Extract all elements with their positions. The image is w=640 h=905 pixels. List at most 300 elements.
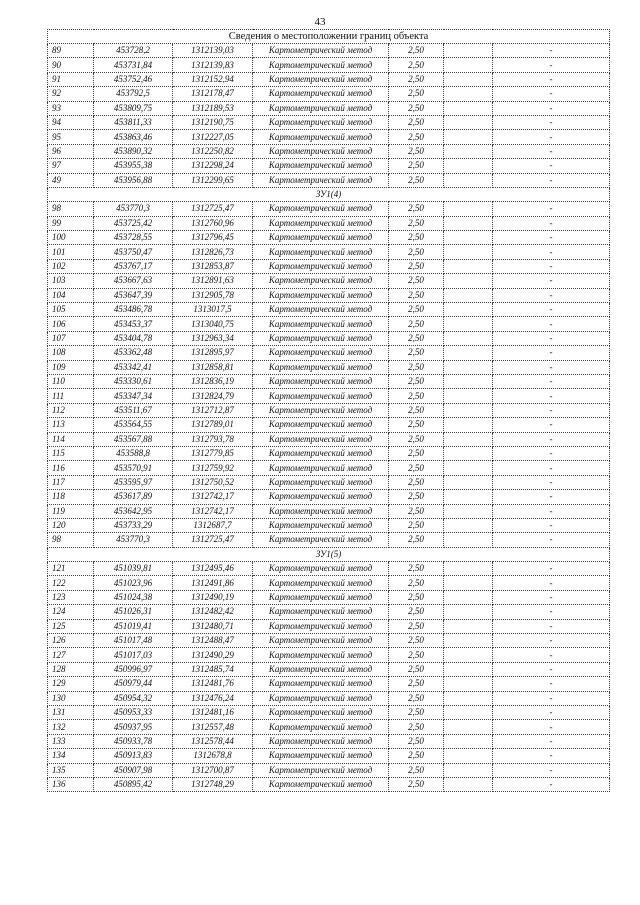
x-coordinate-cell: 450979,44 bbox=[94, 677, 173, 691]
method-cell: Картометрический метод bbox=[253, 461, 389, 475]
table-row bbox=[48, 677, 610, 691]
point-number-cell: 100 bbox=[48, 231, 94, 245]
point-number-cell: 90 bbox=[48, 58, 94, 72]
note-cell: - bbox=[493, 446, 610, 460]
method-cell: Картометрический метод bbox=[253, 691, 389, 705]
point-number-cell: 111 bbox=[48, 389, 94, 403]
empty-cell bbox=[444, 734, 493, 748]
method-cell: Картометрический метод bbox=[253, 216, 389, 230]
accuracy-cell: 2,50 bbox=[389, 101, 444, 115]
empty-cell bbox=[444, 303, 493, 317]
accuracy-cell: 2,50 bbox=[389, 461, 444, 475]
method-cell: Картометрический метод bbox=[253, 504, 389, 518]
note-cell: - bbox=[493, 562, 610, 576]
empty-cell bbox=[444, 432, 493, 446]
point-number-cell: 95 bbox=[48, 130, 94, 144]
y-coordinate-cell: 1312557,48 bbox=[173, 720, 253, 734]
table-row bbox=[48, 418, 610, 432]
method-cell: Картометрический метод bbox=[253, 72, 389, 86]
method-cell: Картометрический метод bbox=[253, 677, 389, 691]
x-coordinate-cell: 450996,97 bbox=[94, 662, 173, 676]
method-cell: Картометрический метод bbox=[253, 144, 389, 158]
point-number-cell: 89 bbox=[48, 44, 94, 58]
y-coordinate-cell: 1312853,87 bbox=[173, 259, 253, 273]
empty-cell bbox=[444, 576, 493, 590]
note-cell: - bbox=[493, 317, 610, 331]
method-cell: Картометрический метод bbox=[253, 317, 389, 331]
table-row bbox=[48, 288, 610, 302]
x-coordinate-cell: 453725,42 bbox=[94, 216, 173, 230]
point-number-cell: 109 bbox=[48, 360, 94, 374]
point-number-cell: 135 bbox=[48, 763, 94, 777]
table-row bbox=[48, 259, 610, 273]
method-cell: Картометрический метод bbox=[253, 562, 389, 576]
x-coordinate-cell: 453767,17 bbox=[94, 259, 173, 273]
table-row bbox=[48, 403, 610, 417]
accuracy-cell: 2,50 bbox=[389, 216, 444, 230]
y-coordinate-cell: 1312712,87 bbox=[173, 403, 253, 417]
empty-cell bbox=[444, 274, 493, 288]
y-coordinate-cell: 1312476,24 bbox=[173, 691, 253, 705]
accuracy-cell: 2,50 bbox=[389, 562, 444, 576]
method-cell: Картометрический метод bbox=[253, 475, 389, 489]
empty-cell bbox=[444, 504, 493, 518]
method-cell: Картометрический метод bbox=[253, 58, 389, 72]
empty-cell bbox=[444, 259, 493, 273]
note-cell: - bbox=[493, 44, 610, 58]
table-row bbox=[48, 374, 610, 388]
point-number-cell: 119 bbox=[48, 504, 94, 518]
note-cell: - bbox=[493, 87, 610, 101]
empty-cell bbox=[444, 562, 493, 576]
empty-cell bbox=[444, 130, 493, 144]
y-coordinate-cell: 1312742,17 bbox=[173, 490, 253, 504]
point-number-cell: 120 bbox=[48, 518, 94, 532]
empty-cell bbox=[444, 691, 493, 705]
y-coordinate-cell: 1312742,17 bbox=[173, 504, 253, 518]
note-cell: - bbox=[493, 144, 610, 158]
accuracy-cell: 2,50 bbox=[389, 87, 444, 101]
table-row bbox=[48, 58, 610, 72]
x-coordinate-cell: 453362,48 bbox=[94, 346, 173, 360]
accuracy-cell: 2,50 bbox=[389, 403, 444, 417]
method-cell: Картометрический метод bbox=[253, 763, 389, 777]
x-coordinate-cell: 450954,32 bbox=[94, 691, 173, 705]
y-coordinate-cell: 1312750,52 bbox=[173, 475, 253, 489]
method-cell: Картометрический метод bbox=[253, 288, 389, 302]
empty-cell bbox=[444, 159, 493, 173]
method-cell: Картометрический метод bbox=[253, 44, 389, 58]
accuracy-cell: 2,50 bbox=[389, 504, 444, 518]
table-row bbox=[48, 303, 610, 317]
x-coordinate-cell: 453752,46 bbox=[94, 72, 173, 86]
method-cell: Картометрический метод bbox=[253, 777, 389, 791]
empty-cell bbox=[444, 446, 493, 460]
x-coordinate-cell: 453595,97 bbox=[94, 475, 173, 489]
accuracy-cell: 2,50 bbox=[389, 720, 444, 734]
accuracy-cell: 2,50 bbox=[389, 144, 444, 158]
y-coordinate-cell: 1312482,42 bbox=[173, 605, 253, 619]
accuracy-cell: 2,50 bbox=[389, 274, 444, 288]
x-coordinate-cell: 453667,63 bbox=[94, 274, 173, 288]
accuracy-cell: 2,50 bbox=[389, 662, 444, 676]
y-coordinate-cell: 1312480,71 bbox=[173, 619, 253, 633]
empty-cell bbox=[444, 461, 493, 475]
method-cell: Картометрический метод bbox=[253, 590, 389, 604]
point-number-cell: 124 bbox=[48, 605, 94, 619]
empty-cell bbox=[444, 749, 493, 763]
empty-cell bbox=[444, 518, 493, 532]
method-cell: Картометрический метод bbox=[253, 518, 389, 532]
y-coordinate-cell: 1312250,82 bbox=[173, 144, 253, 158]
y-coordinate-cell: 1312796,45 bbox=[173, 231, 253, 245]
accuracy-cell: 2,50 bbox=[389, 130, 444, 144]
point-number-cell: 98 bbox=[48, 533, 94, 547]
x-coordinate-cell: 453955,38 bbox=[94, 159, 173, 173]
x-coordinate-cell: 453750,47 bbox=[94, 245, 173, 259]
y-coordinate-cell: 1312139,83 bbox=[173, 58, 253, 72]
point-number-cell: 127 bbox=[48, 648, 94, 662]
note-cell: - bbox=[493, 159, 610, 173]
accuracy-cell: 2,50 bbox=[389, 490, 444, 504]
note-cell: - bbox=[493, 346, 610, 360]
x-coordinate-cell: 453731,84 bbox=[94, 58, 173, 72]
note-cell: - bbox=[493, 389, 610, 403]
point-number-cell: 126 bbox=[48, 634, 94, 648]
method-cell: Картометрический метод bbox=[253, 576, 389, 590]
y-coordinate-cell: 1312779,85 bbox=[173, 446, 253, 460]
x-coordinate-cell: 453811,33 bbox=[94, 115, 173, 129]
x-coordinate-cell: 453647,39 bbox=[94, 288, 173, 302]
section-label: ЗУ1(5) bbox=[48, 547, 610, 561]
note-cell: - bbox=[493, 259, 610, 273]
table-row bbox=[48, 461, 610, 475]
accuracy-cell: 2,50 bbox=[389, 159, 444, 173]
note-cell: - bbox=[493, 490, 610, 504]
empty-cell bbox=[444, 533, 493, 547]
y-coordinate-cell: 1312485,74 bbox=[173, 662, 253, 676]
method-cell: Картометрический метод bbox=[253, 634, 389, 648]
table-row bbox=[48, 346, 610, 360]
note-cell: - bbox=[493, 303, 610, 317]
point-number-cell: 128 bbox=[48, 662, 94, 676]
accuracy-cell: 2,50 bbox=[389, 576, 444, 590]
empty-cell bbox=[444, 605, 493, 619]
method-cell: Картометрический метод bbox=[253, 360, 389, 374]
note-cell: - bbox=[493, 634, 610, 648]
note-cell: - bbox=[493, 662, 610, 676]
point-number-cell: 92 bbox=[48, 87, 94, 101]
accuracy-cell: 2,50 bbox=[389, 202, 444, 216]
x-coordinate-cell: 453728,2 bbox=[94, 44, 173, 58]
method-cell: Картометрический метод bbox=[253, 734, 389, 748]
method-cell: Картометрический метод bbox=[253, 662, 389, 676]
accuracy-cell: 2,50 bbox=[389, 648, 444, 662]
section-row bbox=[48, 187, 610, 201]
y-coordinate-cell: 1312227,05 bbox=[173, 130, 253, 144]
table-row bbox=[48, 101, 610, 115]
note-cell: - bbox=[493, 216, 610, 230]
accuracy-cell: 2,50 bbox=[389, 475, 444, 489]
point-number-cell: 108 bbox=[48, 346, 94, 360]
accuracy-cell: 2,50 bbox=[389, 734, 444, 748]
table-row bbox=[48, 159, 610, 173]
table-row bbox=[48, 562, 610, 576]
x-coordinate-cell: 453330,61 bbox=[94, 374, 173, 388]
method-cell: Картометрический метод bbox=[253, 533, 389, 547]
note-cell: - bbox=[493, 432, 610, 446]
point-number-cell: 118 bbox=[48, 490, 94, 504]
method-cell: Картометрический метод bbox=[253, 245, 389, 259]
note-cell: - bbox=[493, 418, 610, 432]
point-number-cell: 107 bbox=[48, 331, 94, 345]
note-cell: - bbox=[493, 274, 610, 288]
accuracy-cell: 2,50 bbox=[389, 705, 444, 719]
point-number-cell: 121 bbox=[48, 562, 94, 576]
table-title: Сведения о местоположении границ объекта bbox=[48, 30, 610, 44]
x-coordinate-cell: 451024,38 bbox=[94, 590, 173, 604]
x-coordinate-cell: 453511,67 bbox=[94, 403, 173, 417]
method-cell: Картометрический метод bbox=[253, 231, 389, 245]
x-coordinate-cell: 453956,88 bbox=[94, 173, 173, 187]
table-row bbox=[48, 115, 610, 129]
y-coordinate-cell: 1312189,53 bbox=[173, 101, 253, 115]
y-coordinate-cell: 1312490,29 bbox=[173, 648, 253, 662]
table-row bbox=[48, 202, 610, 216]
accuracy-cell: 2,50 bbox=[389, 360, 444, 374]
point-number-cell: 99 bbox=[48, 216, 94, 230]
accuracy-cell: 2,50 bbox=[389, 763, 444, 777]
x-coordinate-cell: 451017,03 bbox=[94, 648, 173, 662]
y-coordinate-cell: 1312725,47 bbox=[173, 533, 253, 547]
accuracy-cell: 2,50 bbox=[389, 231, 444, 245]
table-row bbox=[48, 475, 610, 489]
point-number-cell: 116 bbox=[48, 461, 94, 475]
x-coordinate-cell: 453770,3 bbox=[94, 202, 173, 216]
note-cell: - bbox=[493, 245, 610, 259]
empty-cell bbox=[444, 619, 493, 633]
empty-cell bbox=[444, 245, 493, 259]
x-coordinate-cell: 451017,48 bbox=[94, 634, 173, 648]
x-coordinate-cell: 450937,95 bbox=[94, 720, 173, 734]
x-coordinate-cell: 453570,91 bbox=[94, 461, 173, 475]
method-cell: Картометрический метод bbox=[253, 202, 389, 216]
boundary-coordinates-table bbox=[47, 29, 610, 792]
y-coordinate-cell: 1312905,78 bbox=[173, 288, 253, 302]
accuracy-cell: 2,50 bbox=[389, 259, 444, 273]
empty-cell bbox=[444, 202, 493, 216]
note-cell: - bbox=[493, 360, 610, 374]
table-row bbox=[48, 533, 610, 547]
y-coordinate-cell: 1312152,94 bbox=[173, 72, 253, 86]
point-number-cell: 113 bbox=[48, 418, 94, 432]
table-row bbox=[48, 245, 610, 259]
table-row bbox=[48, 619, 610, 633]
point-number-cell: 117 bbox=[48, 475, 94, 489]
accuracy-cell: 2,50 bbox=[389, 533, 444, 547]
x-coordinate-cell: 453863,46 bbox=[94, 130, 173, 144]
empty-cell bbox=[444, 360, 493, 374]
note-cell: - bbox=[493, 648, 610, 662]
y-coordinate-cell: 1312748,29 bbox=[173, 777, 253, 791]
y-coordinate-cell: 1312139,03 bbox=[173, 44, 253, 58]
table-row bbox=[48, 274, 610, 288]
accuracy-cell: 2,50 bbox=[389, 346, 444, 360]
point-number-cell: 49 bbox=[48, 173, 94, 187]
accuracy-cell: 2,50 bbox=[389, 634, 444, 648]
section-row bbox=[48, 547, 610, 561]
empty-cell bbox=[444, 590, 493, 604]
x-coordinate-cell: 453792,5 bbox=[94, 87, 173, 101]
method-cell: Картометрический метод bbox=[253, 331, 389, 345]
note-cell: - bbox=[493, 331, 610, 345]
accuracy-cell: 2,50 bbox=[389, 418, 444, 432]
empty-cell bbox=[444, 634, 493, 648]
table-row bbox=[48, 130, 610, 144]
x-coordinate-cell: 453342,41 bbox=[94, 360, 173, 374]
x-coordinate-cell: 450907,98 bbox=[94, 763, 173, 777]
table-row bbox=[48, 734, 610, 748]
method-cell: Картометрический метод bbox=[253, 605, 389, 619]
note-cell: - bbox=[493, 403, 610, 417]
x-coordinate-cell: 451039,81 bbox=[94, 562, 173, 576]
y-coordinate-cell: 1312481,16 bbox=[173, 705, 253, 719]
empty-cell bbox=[444, 648, 493, 662]
point-number-cell: 110 bbox=[48, 374, 94, 388]
table-row bbox=[48, 504, 610, 518]
point-number-cell: 123 bbox=[48, 590, 94, 604]
point-number-cell: 134 bbox=[48, 749, 94, 763]
method-cell: Картометрический метод bbox=[253, 87, 389, 101]
point-number-cell: 136 bbox=[48, 777, 94, 791]
x-coordinate-cell: 450913,83 bbox=[94, 749, 173, 763]
empty-cell bbox=[444, 288, 493, 302]
y-coordinate-cell: 1313017,5 bbox=[173, 303, 253, 317]
table-row bbox=[48, 634, 610, 648]
y-coordinate-cell: 1312836,19 bbox=[173, 374, 253, 388]
table-row bbox=[48, 590, 610, 604]
table-row bbox=[48, 648, 610, 662]
method-cell: Картометрический метод bbox=[253, 303, 389, 317]
y-coordinate-cell: 1312963,34 bbox=[173, 331, 253, 345]
accuracy-cell: 2,50 bbox=[389, 432, 444, 446]
empty-cell bbox=[444, 317, 493, 331]
page-number: 43 bbox=[314, 16, 326, 28]
y-coordinate-cell: 1312490,19 bbox=[173, 590, 253, 604]
table-row bbox=[48, 518, 610, 532]
point-number-cell: 102 bbox=[48, 259, 94, 273]
table-row bbox=[48, 360, 610, 374]
empty-cell bbox=[444, 403, 493, 417]
accuracy-cell: 2,50 bbox=[389, 518, 444, 532]
y-coordinate-cell: 1312789,01 bbox=[173, 418, 253, 432]
x-coordinate-cell: 450895,42 bbox=[94, 777, 173, 791]
point-number-cell: 105 bbox=[48, 303, 94, 317]
accuracy-cell: 2,50 bbox=[389, 331, 444, 345]
x-coordinate-cell: 453728,55 bbox=[94, 231, 173, 245]
note-cell: - bbox=[493, 374, 610, 388]
y-coordinate-cell: 1312299,65 bbox=[173, 173, 253, 187]
empty-cell bbox=[444, 58, 493, 72]
x-coordinate-cell: 453347,34 bbox=[94, 389, 173, 403]
accuracy-cell: 2,50 bbox=[389, 619, 444, 633]
accuracy-cell: 2,50 bbox=[389, 677, 444, 691]
empty-cell bbox=[444, 231, 493, 245]
x-coordinate-cell: 453453,37 bbox=[94, 317, 173, 331]
accuracy-cell: 2,50 bbox=[389, 173, 444, 187]
empty-cell bbox=[444, 662, 493, 676]
empty-cell bbox=[444, 44, 493, 58]
x-coordinate-cell: 453588,8 bbox=[94, 446, 173, 460]
note-cell: - bbox=[493, 720, 610, 734]
table-row bbox=[48, 662, 610, 676]
y-coordinate-cell: 1312298,24 bbox=[173, 159, 253, 173]
note-cell: - bbox=[493, 115, 610, 129]
empty-cell bbox=[444, 475, 493, 489]
y-coordinate-cell: 1312687,7 bbox=[173, 518, 253, 532]
note-cell: - bbox=[493, 734, 610, 748]
point-number-cell: 129 bbox=[48, 677, 94, 691]
x-coordinate-cell: 453404,78 bbox=[94, 331, 173, 345]
table-row bbox=[48, 605, 610, 619]
method-cell: Картометрический метод bbox=[253, 259, 389, 273]
empty-cell bbox=[444, 763, 493, 777]
table-row bbox=[48, 446, 610, 460]
note-cell: - bbox=[493, 72, 610, 86]
point-number-cell: 132 bbox=[48, 720, 94, 734]
x-coordinate-cell: 453733,29 bbox=[94, 518, 173, 532]
method-cell: Картометрический метод bbox=[253, 130, 389, 144]
x-coordinate-cell: 453642,95 bbox=[94, 504, 173, 518]
accuracy-cell: 2,50 bbox=[389, 245, 444, 259]
table-row bbox=[48, 231, 610, 245]
note-cell: - bbox=[493, 518, 610, 532]
note-cell: - bbox=[493, 202, 610, 216]
method-cell: Картометрический метод bbox=[253, 101, 389, 115]
note-cell: - bbox=[493, 619, 610, 633]
table-row bbox=[48, 317, 610, 331]
table-row bbox=[48, 331, 610, 345]
point-number-cell: 97 bbox=[48, 159, 94, 173]
y-coordinate-cell: 1312759,92 bbox=[173, 461, 253, 475]
note-cell: - bbox=[493, 504, 610, 518]
table-row bbox=[48, 576, 610, 590]
point-number-cell: 91 bbox=[48, 72, 94, 86]
point-number-cell: 106 bbox=[48, 317, 94, 331]
table-row bbox=[48, 691, 610, 705]
method-cell: Картометрический метод bbox=[253, 274, 389, 288]
point-number-cell: 93 bbox=[48, 101, 94, 115]
point-number-cell: 115 bbox=[48, 446, 94, 460]
method-cell: Картометрический метод bbox=[253, 619, 389, 633]
method-cell: Картометрический метод bbox=[253, 720, 389, 734]
method-cell: Картометрический метод bbox=[253, 648, 389, 662]
empty-cell bbox=[444, 216, 493, 230]
accuracy-cell: 2,50 bbox=[389, 590, 444, 604]
x-coordinate-cell: 451023,96 bbox=[94, 576, 173, 590]
y-coordinate-cell: 1312895,97 bbox=[173, 346, 253, 360]
note-cell: - bbox=[493, 749, 610, 763]
note-cell: - bbox=[493, 777, 610, 791]
y-coordinate-cell: 1312491,86 bbox=[173, 576, 253, 590]
accuracy-cell: 2,50 bbox=[389, 303, 444, 317]
x-coordinate-cell: 450933,78 bbox=[94, 734, 173, 748]
note-cell: - bbox=[493, 533, 610, 547]
table-row bbox=[48, 432, 610, 446]
method-cell: Картометрический метод bbox=[253, 115, 389, 129]
table-row bbox=[48, 777, 610, 791]
y-coordinate-cell: 1312700,87 bbox=[173, 763, 253, 777]
